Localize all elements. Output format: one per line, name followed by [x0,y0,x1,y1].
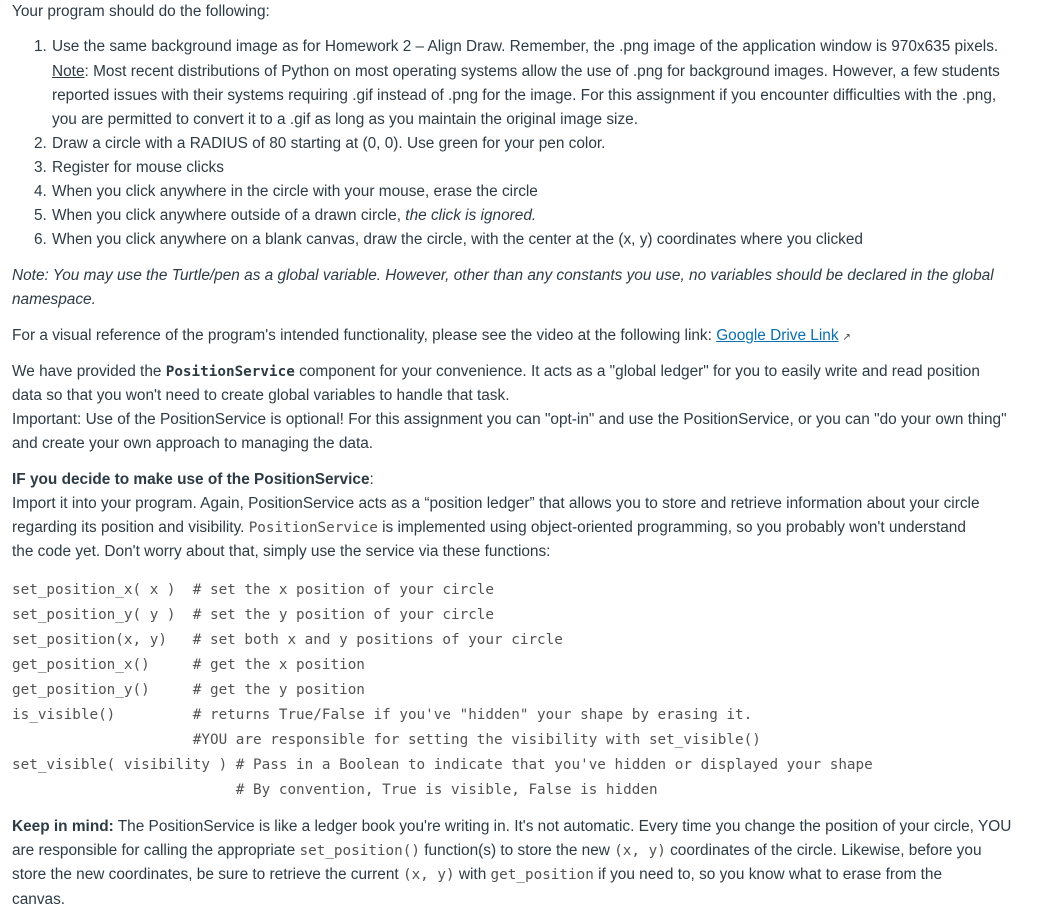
step-3: 3. Register for mouse clicks [34,159,224,176]
code-line-5: get_position_y() # get the y position [12,682,365,698]
keep-line-3: store the new coordinates, be sure to retrieve the current (x, y) with get_position if you need to, so you know what to erase from the [12,866,943,883]
import-line-2: regarding its position and visibility. PositionService is implemented using object-oriented programming, so you probably won't understand [12,519,966,536]
keep-line-1: Keep in mind: The PositionService is like a ledger book you're writing in. It's not automatic. Every time you change the position of your circle, YOU [12,818,1012,835]
important-line-2: and create your own approach to managing the data. [12,435,374,452]
step-1-line-3: reported issues with their systems requiring .gif instead of .png for the image. For this assignment if you encounter difficulties with the .png, [52,87,997,104]
import-line-1: Import it into your program. Again, PositionService acts as a “position ledger” that allows you to store and retrieve information about your circle [12,495,980,512]
provided-line-2: data so that you won't need to create global variables to handle that task. [12,387,510,404]
code-line-4: get_position_x() # get the x position [12,657,365,673]
google-drive-link[interactable]: Google Drive Link [716,327,839,344]
keep-line-2: are responsible for calling the appropriate set_position() function(s) to store the new (x, y) coordinates of the circle. Likewise, before you [12,842,982,859]
code-line-8: set_visible( visibility ) # Pass in a Boolean to indicate that you've hidden or displayed your shape [12,757,873,773]
step-1-line-4: you are permitted to convert it to a .gif as long as you maintain the original image size. [52,111,639,128]
visual-reference: For a visual reference of the program's intended functionality, please see the video at the following link: Google Drive Link ↗ [12,327,851,344]
global-note-2: namespace. [12,291,96,308]
step-5: 5. When you click anywhere outside of a drawn circle, the click is ignored. [34,207,537,224]
important-line-1: Important: Use of the PositionService is optional! For this assignment you can "opt-in" and use the PositionService, or you can "do your own thing" [12,411,1007,428]
code-line-6: is_visible() # returns True/False if you've "hidden" your shape by erasing it. [12,707,753,723]
step-1: 1. Use the same background image as for Homework 2 – Align Draw. Remember, the .png image of the application window is 970x635 pixels. [34,38,999,55]
code-line-7: #YOU are responsible for setting the visibility with set_visible() [12,732,761,748]
code-line-1: set_position_x( x ) # set the x position of your circle [12,582,495,598]
step-4: 4. When you click anywhere in the circle with your mouse, erase the circle [34,183,538,200]
note-label: Note [52,63,85,80]
if-heading: IF you decide to make use of the PositionService: [12,471,374,488]
intro-text: Your program should do the following: [12,3,270,20]
import-line-3: the code yet. Don't worry about that, simply use the service via these functions: [12,543,551,560]
step-2: 2. Draw a circle with a RADIUS of 80 starting at (0, 0). Use green for your pen color. [34,135,606,152]
keep-line-4: canvas. [12,891,66,908]
global-note: Note: You may use the Turtle/pen as a global variable. However, other than any constants you use, no variables should be declared in the global [12,267,994,284]
code-line-3: set_position(x, y) # set both x and y positions of your circle [12,632,563,648]
position-service-code: PositionService [165,364,295,380]
step-6: 6. When you click anywhere on a blank canvas, draw the circle, with the center at the (x, y) coordinates where you clicked [34,231,863,248]
step-1-line-1: Use the same background image as for Homework 2 – Align Draw. Remember, the .png image of the application window is 970x635 pixels. [52,38,999,55]
external-link-icon: ↗ [842,332,851,343]
code-line-9: # By convention, True is visible, False is hidden [12,782,658,798]
code-line-2: set_position_y( y ) # set the y position of your circle [12,607,495,623]
provided-paragraph: We have provided the PositionService component for your convenience. It acts as a "global ledger" for you to easily write and read position [12,363,980,380]
step-1-note: Note: Most recent distributions of Python on most operating systems allow the use of .png for background images. However, a few students [52,63,1000,80]
